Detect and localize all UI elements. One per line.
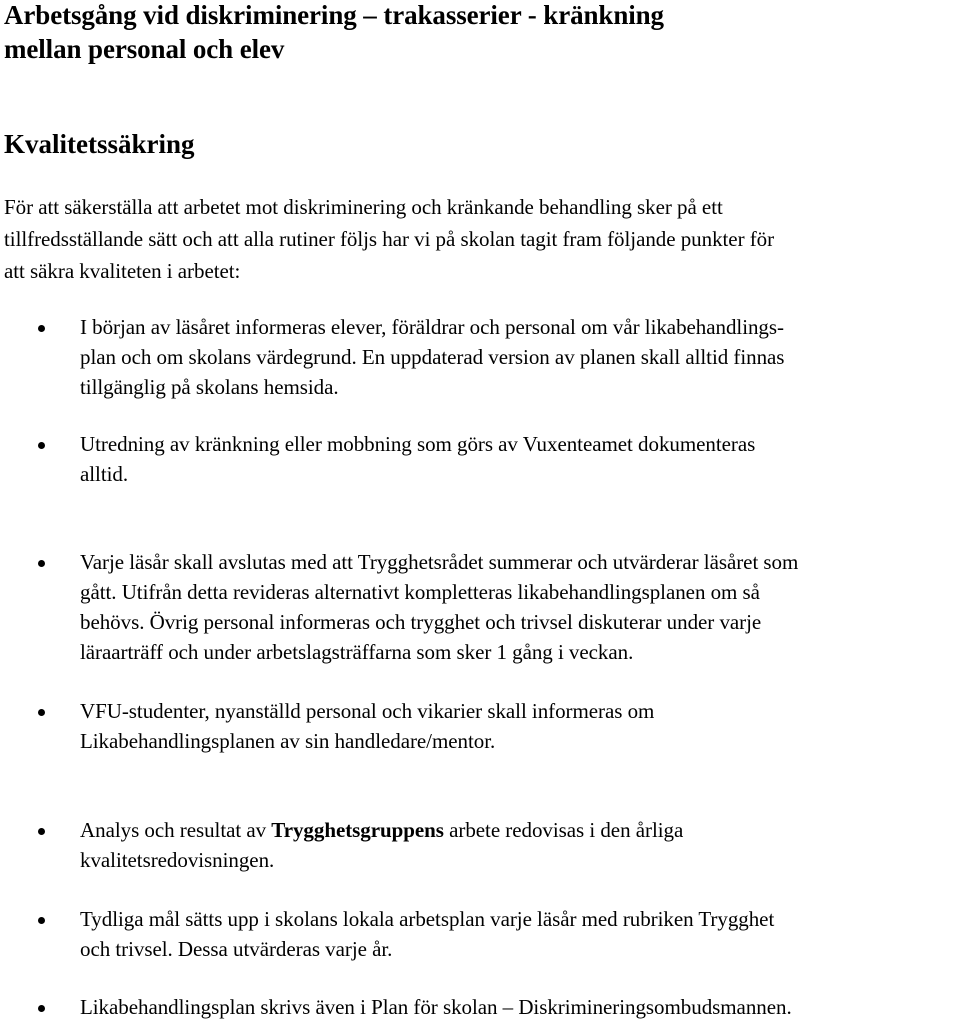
list-item-text xyxy=(80,696,958,756)
list-item-line: gått. Utifrån detta revideras alternativt kompletteras likabehandlingsplanen om så xyxy=(80,580,760,604)
list-item-line: och trivsel. Dessa utvärderas varje år. xyxy=(80,937,393,961)
list-item-line: I början av läsåret informeras elever, föräldrar och personal om vår likabehandlings- xyxy=(80,315,784,339)
list-item-text xyxy=(80,815,958,875)
document-title xyxy=(4,0,664,66)
intro-line-2: tillfredsställande sätt och att alla rutiner följs har vi på skolan tagit fram följande punkter för xyxy=(4,227,775,251)
list-item-line: plan och om skolans värdegrund. En uppdaterad version av planen skall alltid finnas xyxy=(80,345,785,369)
list-item-line: Tydliga mål sätts upp i skolans lokala arbetsplan varje läsår med rubriken Trygghet xyxy=(80,907,775,931)
list-item-text xyxy=(80,992,958,1022)
list-item-line: Likabehandlingsplan skrivs även i Plan för skolan – Diskrimineringsombudsmannen. xyxy=(80,995,792,1019)
bullet-icon xyxy=(38,709,45,716)
bullet-icon xyxy=(38,560,45,567)
list-item-line: Utredning av kränkning eller mobbning som görs av Vuxenteamet dokumenteras xyxy=(80,432,756,456)
document-title-line-2: mellan personal och elev xyxy=(4,34,285,64)
list-item-line: alltid. xyxy=(80,462,129,486)
list-item-line: Varje läsår skall avslutas med att Trygghetsrådet summerar och utvärderar läsåret som xyxy=(80,550,799,574)
section-heading: Kvalitetssäkring xyxy=(4,129,195,159)
bullet-icon xyxy=(38,917,45,924)
document-title-line-1: Arbetsgång vid diskriminering – trakasserier - kränkning xyxy=(4,0,664,30)
bullet-icon xyxy=(38,1005,45,1012)
list-item-line: läraarträff och under arbetslagsträffarna som sker 1 gång i veckan. xyxy=(80,640,634,664)
intro-line-3: att säkra kvaliteten i arbetet: xyxy=(4,259,241,283)
list-item-text xyxy=(80,547,958,667)
list-item-text xyxy=(80,312,958,402)
bullet-icon xyxy=(38,828,45,835)
list-item-text xyxy=(80,429,958,489)
bullet-icon xyxy=(38,442,45,449)
trygghetsgruppens-bold: Trygghetsgruppens xyxy=(271,818,444,842)
list-item-text-segment: arbete redovisas i den årliga xyxy=(443,818,684,842)
list-item-line: VFU-studenter, nyanställd personal och vikarier skall informeras om xyxy=(80,699,655,723)
list-item-line: behövs. Övrig personal informeras och trygghet och trivsel diskuterar under varje xyxy=(80,610,762,634)
list-item-line: Likabehandlingsplanen av sin handledare/mentor. xyxy=(80,729,496,753)
list-item-text xyxy=(80,904,958,964)
intro-paragraph xyxy=(4,191,934,287)
list-item-line: tillgänglig på skolans hemsida. xyxy=(80,375,339,399)
list-item-line: kvalitetsredovisningen. xyxy=(80,848,275,872)
list-item-text-segment: Analys och resultat av xyxy=(80,818,272,842)
intro-line-1: För att säkerställa att arbetet mot diskriminering och kränkande behandling sker på ett xyxy=(4,195,723,219)
bullet-icon xyxy=(38,325,45,332)
